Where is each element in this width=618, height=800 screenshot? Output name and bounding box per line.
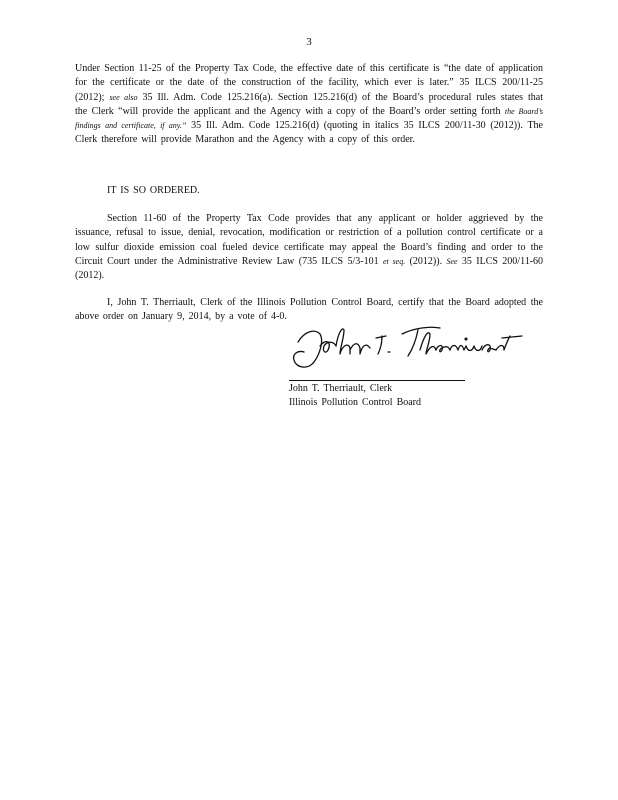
appeal-paragraph xyxy=(75,212,543,283)
effective-date-paragraph xyxy=(75,62,543,148)
paragraph-1-text-a: Under Section 11-25 of the Property Tax Code, the effective date of this certificate is “the date of application for the certificate or the date of the construction of the facility, which ever is later.” 35 ILCS 200/11-25 (2012); xyxy=(75,63,543,103)
see-signal: See xyxy=(446,256,458,266)
clerk-name-title: John T. Therriault, Clerk xyxy=(289,383,393,394)
page-number: 3 xyxy=(306,36,312,48)
paragraph-2-text-b: (2012)). xyxy=(409,255,443,267)
board-name: Illinois Pollution Control Board xyxy=(289,397,422,408)
clerk-signature xyxy=(290,320,530,372)
paragraph-2-text-c: 35 ILCS 200/11-60 (2012). xyxy=(75,255,544,282)
see-also-signal: see also xyxy=(109,92,138,102)
paragraph-2-text-a: Section 11-60 of the Property Tax Code provides that any applicant or holder aggrieved by the issuance, refusal to issue, denial, revocation, modification or restriction of a pollution control certificate or a low sulfur dioxide emission coal fueled device certificate may appeal the Board’s finding and order to the Circuit Court under the Administrative Review Law (735 ILCS 5/3-101 xyxy=(75,213,543,267)
signature-line xyxy=(289,380,465,381)
signature-block xyxy=(289,382,421,410)
paragraph-1-text-b: 35 Ill. Adm. Code 125.216(a). Section 125.216(d) of the Board’s procedural rules states that the Clerk “will provide the applicant and the Agency with a copy of the Board’s order setting forth xyxy=(75,91,543,117)
et-seq-signal: et seq. xyxy=(382,256,406,266)
paragraph-1-text-c: 35 Ill. Adm. Code 125.216(d) (quoting in italics 35 ILCS 200/11-30 (2012)). The Clerk therefore will provide Marathon and the Agency with a copy of this order. xyxy=(75,120,544,146)
order-statement: IT IS SO ORDERED. xyxy=(107,185,200,196)
quoted-italic-text: the Board’s findings and certificate, if any.” xyxy=(75,106,543,131)
certification-paragraph: I, John T. Therriault, Clerk of the Illinois Pollution Control Board, certify that the Board adopted the above order on January 9, 2014, by a vote of 4-0. xyxy=(75,297,543,323)
